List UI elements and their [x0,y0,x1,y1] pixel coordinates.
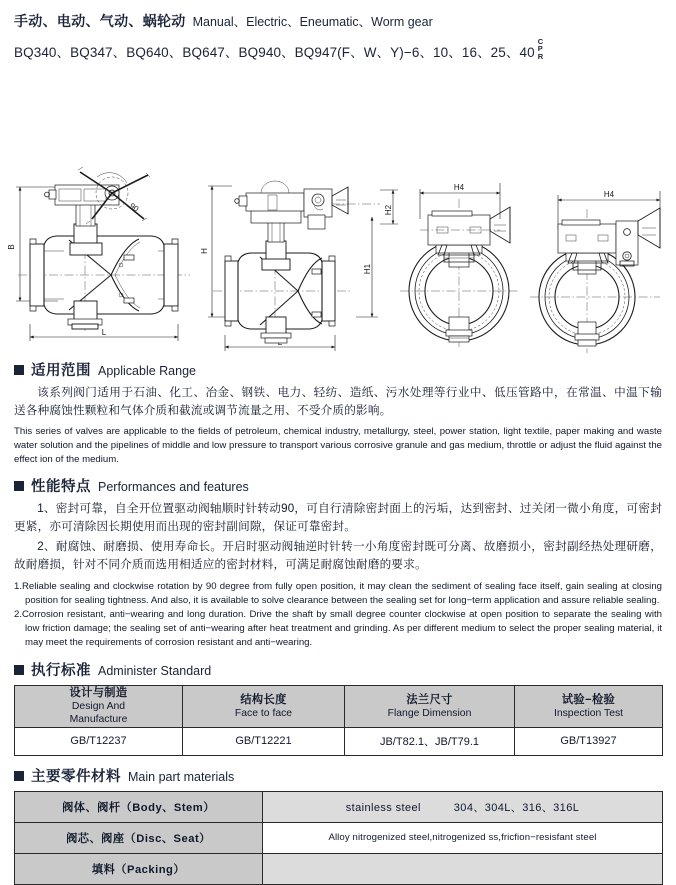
col-header-inspection-test [515,685,663,727]
figure-pneumatic-front-view [400,183,520,347]
heading-cn: 主要零件材料 [31,768,121,785]
bullet-square-icon [14,665,24,675]
cpr-letter-p: P [537,44,543,54]
col-header-en-l1: Design And [71,701,126,713]
table-row [15,727,663,755]
applicable-range-en-text: This series of valves are applicable to the fields of petroleum, chemical industry, metallurgy, steel, power station, light textile, paper making and waste water solution and the pipelines of middle and low pressure to transport various corrosive granule and gas medium, throttle or adjust the fluid against the effect ion of the medium. [14,426,662,465]
dim-label-H1: H1 [363,264,372,275]
administer-standard-table-wrap [14,685,662,756]
section-performance-heading [14,475,676,496]
heading-en: Administer Standard [98,663,212,678]
figure-pneumatic-front-view-alt [530,190,660,353]
col-header-en-l1: Flange Dimension [387,707,472,719]
figure-manual-valve [7,167,190,341]
heading-en: Performances and features [98,480,249,495]
col-header-cn: 试验−检验 [561,693,616,706]
table-header-row [15,685,663,727]
figure-electric-valve [200,181,398,351]
performance-en-item-1: 1.Reliable sealing and clockwise rotation by 90 degree from fully open position, it may clean the sediment of sealing face itself, gain sealing at closing position for sealing tightness. And also, it is available to solve clearance between the sealing set for long−term application and assure reliable sealing. [14,581,662,606]
col-header-cn: 法兰尺寸 [406,693,453,706]
model-code-line [14,38,662,62]
performance-en-item-2: 2.Corrosion resistant, anti−wearing and long duration. Drive the shaft by small degree counter clockwise at open position to separate the sealing with low friction damage; the sealing set of anti−wearing after heat treatment and grinding. As per different medium to select the proper sealing material, it may meet the requirements of corrosion resistant and anti−wearing. [14,608,662,648]
material-name: stainless steel [345,801,421,814]
main-part-materials-table-wrap [14,791,662,885]
dim-label-H: H [200,248,209,255]
row-value-disc-seat: Alloy nitrogenized steel,nitrogenized ss,fricfion−resisfant steel [263,822,663,853]
row-label-body-stem: 阀体、阀杆（Body、Stem） [15,791,263,822]
applicable-range-cn-text: 该系列阀门适用于石油、化工、冶金、钢铁、电力、轻纺、造纸、污水处理等行业中、低压管路中，在常温、中温下输送各种腐蚀性颗粒和气体介质和截流或调节流量之用、不受介质的影响。 [14,386,662,418]
material-grades: 304、304L、316、316L [453,801,580,814]
cpr-letter-c: C [537,36,544,46]
administer-standard-table [14,685,663,756]
col-header-en-l2: Manufacture [69,714,128,726]
cell-face-to-face-standard: GB/T12221 [183,727,345,755]
section-administer-standard-heading [14,659,676,680]
col-header-design-manufacture [15,685,183,727]
dim-label-90: 90 [127,201,141,215]
row-value-body-stem [263,791,663,822]
title-block [0,0,676,61]
model-code: BQ340、BQ347、BQ640、BQ647、BQ940、BQ947(F、W、Y)−6、10、16、25、40 [14,45,535,61]
heading-cn: 性能特点 [31,479,91,496]
cpr-suffix [538,38,544,61]
col-header-flange-dimension [345,685,515,727]
main-part-materials-table [14,791,663,885]
performance-cn-item-1: 1、密封可靠，自全开位置驱动阀轴顺时针转动90，可自行清除密封面上的污垢，达到密封、过关闭一微小角度，可密封更紧，亦可清除因长期使用而出现的密封副间隙，保证可靠密封。 [14,502,662,534]
dim-label-L-1: L [101,328,107,338]
heading-cn: 执行标准 [31,662,91,679]
bullet-square-icon [14,365,24,375]
section-main-part-materials-heading [14,765,676,786]
valve-drawings-svg [0,69,676,359]
table-row [15,791,663,822]
performance-cn-item-2: 2、耐腐蚀、耐磨损、使用寿命长。开启时驱动阀轴逆时针转一小角度密封既可分离、故磨损小，密封副经热处理研磨，故耐磨损，针对不同介质而选用相适应的密封材料，可满足耐腐蚀耐磨的要求。 [14,540,662,572]
col-header-cn: 结构长度 [240,693,287,706]
heading-en: Main part materials [128,769,235,784]
col-header-face-to-face [183,685,345,727]
dim-label-H4-1: H4 [453,183,465,193]
section-applicable-range-heading [14,359,676,380]
cpr-letter-r: R [537,51,544,61]
bullet-square-icon [14,771,24,781]
product-title-cn: 手动、电动、气动、蜗轮动 [14,13,186,29]
row-value-packing [263,853,663,884]
col-header-en-l1: Face to face [234,707,293,719]
col-header-cn: 设计与制造 [69,687,128,700]
row-label-disc-seat: 阀芯、阀座（Disc、Seat） [15,822,263,853]
dim-label-H4-2: H4 [603,190,615,200]
table-row [15,853,663,884]
heading-cn: 适用范围 [31,363,91,380]
dim-label-H2: H2 [384,205,393,216]
cell-inspection-standard: GB/T13927 [515,727,663,755]
heading-en: Applicable Range [98,364,196,379]
cell-flange-standard: JB/T82.1、JB/T79.1 [345,727,515,755]
product-title-en: Manual、Electric、Eneumatic、Worm gear [192,15,433,29]
technical-drawings [0,69,676,359]
col-header-en-l1: Inspection Test [553,707,624,719]
table-row [15,822,663,853]
product-title-line [14,12,662,31]
dim-label-B: B [7,244,16,251]
bullet-square-icon [14,481,24,491]
cell-design-standard: GB/T12237 [15,727,183,755]
row-label-packing: 填料（Packing） [15,853,263,884]
